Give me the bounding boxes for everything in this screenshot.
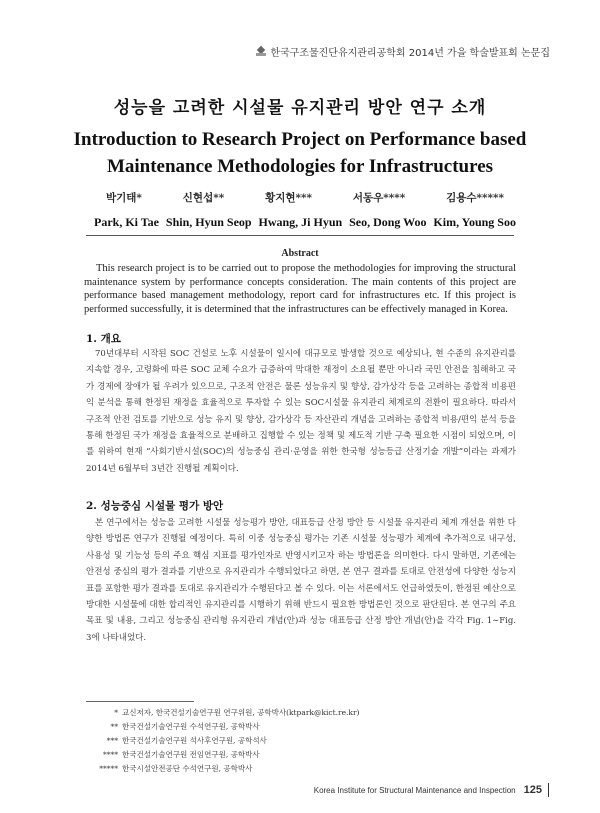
section-paragraph: 본 연구에서는 성능을 고려한 시설물 성능평가 방안, 대표등급 산정 방안 등 시설물 유지관리 체계 개선을 위한 다양한 방법론 연구가 진행될 예정이다. 특히 이중 성능중심 평가는 기존 시설물 성능평가 체계에 추가적으로 내구성, 사용성 및 기능성 등의 주요 핵심 지표를 평가인자로 반영시키고자 하는 방법론을 의미한다. 다시 말하면, 기존에는 안전성 중심의 평가 결과를 기반으로 유지관리가 수행되었다고 하면, 본 연구 결과를 토대로 안전성에 다양한 성능지표를 포함한 평가 결과를 토대로 유지관리가 수행된다고 볼 수 있다. 이는 서론에서도 언급하였듯이, 한정된 예산으로 방대한 시설물에 대한 합리적인 유지관리를 시행하기 위해 반드시 필요한 방법론인 것으로 판단된다. 본 연구의 주요 목표 및 내용, 그리고 성능중심 관리형 유지관리 개념(안)과 성능 대표등급 산정 방안 개념(안)을 각각 Fig. 1∼Fig. 3에 나타내었다. <box>86 518 516 643</box>
conference-logo-icon <box>256 47 266 57</box>
footnote <box>86 762 359 776</box>
author-en: Hwang, Ji Hyun <box>258 215 343 229</box>
section-heading: 1. 개요 <box>86 333 121 345</box>
author-ko: 신현섭** <box>182 192 225 204</box>
footnote-text: 한국건설기술연구원 수석연구원, 공학박사 <box>122 722 260 731</box>
abstract-body: This research project is to be carried out to propose the methodologies for improving the structural maintenance system by performance concepts consideration. The main contents of this project are performance based management methodology, report card for infrastructures etc. If this project is performed successfully, it is determined that the infrastructures can be effectively managed in Korea. <box>84 263 516 315</box>
footnote <box>86 720 359 734</box>
author-en: Kim, Young Soo <box>433 215 516 229</box>
divider <box>86 235 514 236</box>
korean-title: 성능을 고려한 시설물 유지관리 방안 연구 소개 <box>113 98 487 118</box>
footnote <box>86 706 359 720</box>
author-block <box>94 190 516 230</box>
footnote-text: 교신저자, 한국건설기술연구원 연구위원, 공학박사(ktpark@kict.re.kr) <box>122 708 360 717</box>
running-header <box>256 44 550 59</box>
author-ko: 황지현*** <box>265 192 312 204</box>
author-en: Seo, Dong Woo <box>349 215 427 229</box>
footnote-text: 한국건설기술연구원 석사후연구원, 공학석사 <box>122 736 267 745</box>
footnote-divider <box>86 701 194 702</box>
author-ko: 김용수***** <box>446 192 504 204</box>
author-en: Shin, Hyun Seop <box>165 215 252 229</box>
footnote-mark: *** <box>106 736 118 745</box>
footnote-mark: * <box>114 708 118 717</box>
footnote <box>86 748 359 762</box>
footnote-mark: ** <box>110 722 118 731</box>
author-ko: 박기태* <box>106 192 142 204</box>
footnotes <box>86 706 359 776</box>
footnote-text: 한국시설안전공단 수석연구원, 공학박사 <box>122 764 253 773</box>
page-number: 125 <box>523 784 542 796</box>
english-title: Introduction to Research Project on Performance based Maintenance Methodologies for Infrastructures <box>73 129 527 177</box>
running-header-text: 한국구조물진단유지관리공학회 2014년 가을 학술발표회 논문집 <box>270 48 550 59</box>
footer-text: Korea Institute for Structural Maintenance and Inspection <box>313 785 516 795</box>
footnote <box>86 734 359 748</box>
author-names-korean <box>94 190 516 205</box>
footer-bar <box>548 783 549 797</box>
author-names-english <box>94 215 516 230</box>
section-heading: 2. 성능중심 시설물 평가 방안 <box>86 500 224 512</box>
abstract-heading: Abstract <box>281 248 319 259</box>
footnote-text: 한국건설기술연구원 전임연구원, 공학박사 <box>122 750 260 759</box>
author-ko: 서동우**** <box>352 192 406 204</box>
author-en: Park, Ki Tae <box>94 215 160 229</box>
section-paragraph: 70년대부터 시작된 SOC 건설로 노후 시설물이 일시에 대규모로 발생할 것으로 예상되나, 현 수준의 유지관리를 지속할 경우, 고령화에 따른 SOC 교체 수요가 급증하여 막대한 재정이 소요될 뿐만 아니라 국민 안전을 침해하고 국가 경제에 장애가 될 우려가 있으므로, 구조적 안전은 물론 성능유지 및 향상, 감가상각 등을 고려하는 종합적 비용편익 분석을 통해 한정된 재정을 효율적으로 투자할 수 있는 SOC시설물 유지관리 체계로의 전환이 필요하다. 따라서 구조적 안전 검토를 기반으로 성능 유지 및 향상, 감가상각 등 자산관리 개념을 고려하는 종합적 비용/편익 분석 등을 통해 한정된 국가 재정을 효율적으로 분배하고 집행할 수 있는 정책 및 제도적 기반 구축 필요한 시점이 되었으며, 이를 위하여 현재 “사회기반시설(SOC)의 성능중심 관리·운영을 위한 한국형 성능등급 산정기술 개발”이라는 과제가 2014년 6월부터 3년간 진행될 계획이다. <box>86 349 516 474</box>
footnote-mark: **** <box>103 750 118 759</box>
footnote-mark: ***** <box>99 764 118 773</box>
page-footer <box>314 783 549 797</box>
